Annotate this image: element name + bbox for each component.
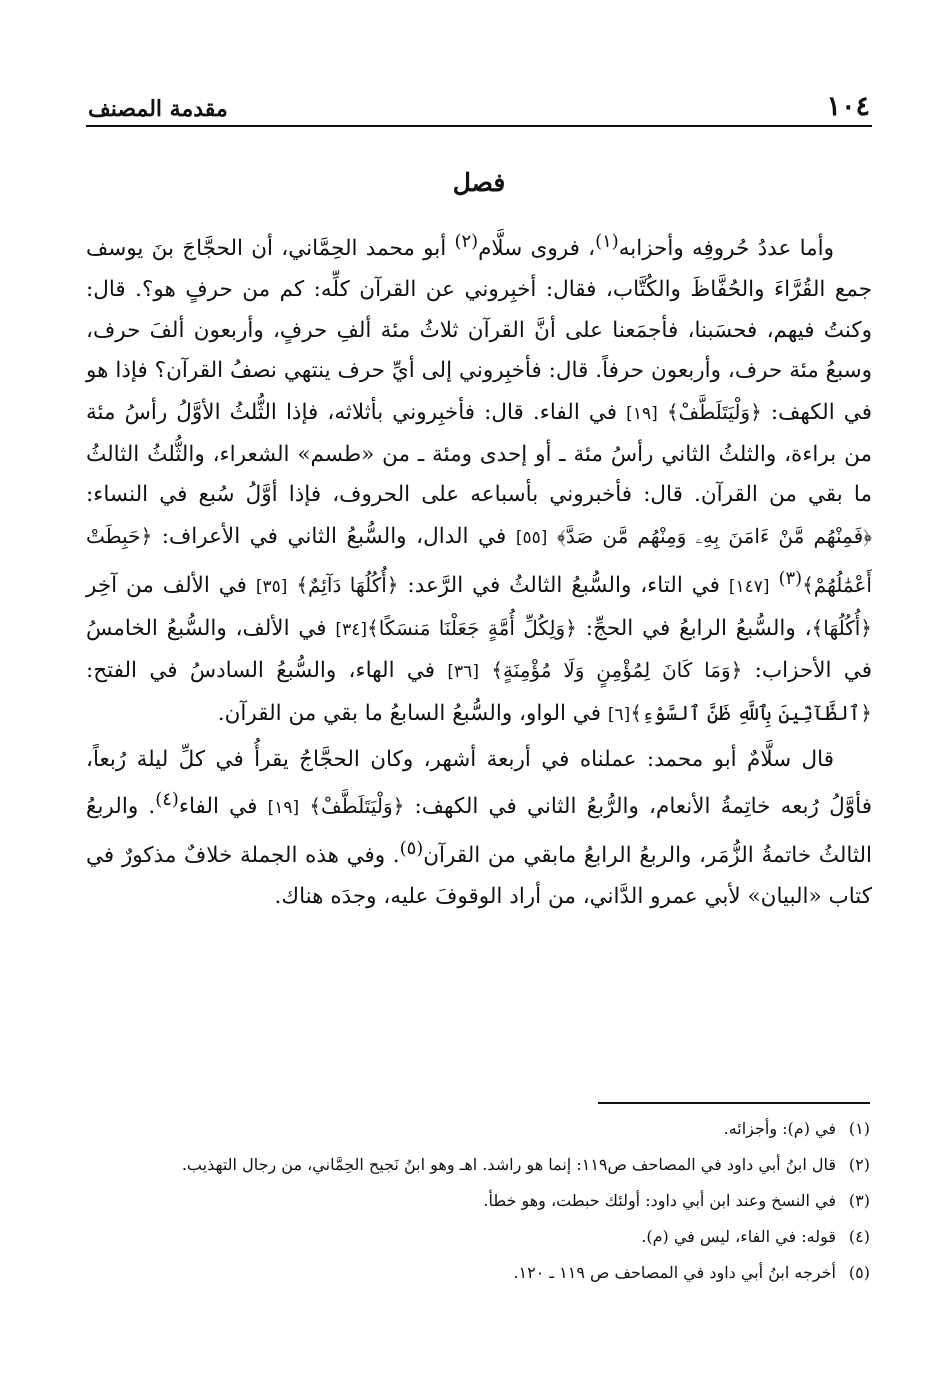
footnote-text: في النسخ وعند ابن أبي داود: أولئك حبطت، وهو خطأ.: [483, 1191, 836, 1210]
footnote: [86, 1222, 870, 1252]
text-span: وأما عددُ حُروفِه وأحزابه: [618, 236, 834, 262]
footnote-number: (٤): [848, 1227, 870, 1246]
quran-quote: ﴿حَبِطَتْ أَعْمَٰلُهُمْ﴾: [86, 524, 872, 597]
text-span: في الألف، والسُّبعُ الخامسُ في الأحزاب:: [86, 615, 872, 684]
body-text: [86, 222, 872, 918]
text-span: في الفاء. قال: فأخبِروني بأثلاثه، فإذا الثُّلثُ الأوَّلُ رأسُ مئة من براءة، والثلثُ الثاني رأسُ مئة ـ أو إحدى ومئة ـ من «طسم» الشعراء، والثُّلثُ الثالثُ ما بقي من القرآن. قال: فأخبروني بأسباعه على الحروف، فإذا أوَّلُ سُبع في النساء:: [86, 399, 872, 508]
header-rule: [86, 125, 872, 127]
quran-quote: ﴿فَمِنْهُم مَّنْ ءَامَنَ بِهِۦ وَمِنْهُم مَّن صَدَّ﴾: [556, 524, 872, 549]
footnote: [86, 1150, 870, 1180]
footnote-text: قوله: في الفاء، ليس في (م).: [641, 1227, 836, 1246]
footnote: [86, 1186, 870, 1216]
text-span: أبو محمد الحِمَّاني، أن الحجَّاجَ بنَ يوسف جمع القُرَّاءَ والحُفَّاظَ والكُتَّاب، فقال: أخبِروني عن القرآن كلِّه: كم من حرفٍ هو؟. قال: وكنتُ فيهم، فحسَبنا، فأجمَعنا على أنَّ القرآن ثلاثُ مئة ألفِ حرفٍ، وأربعون ألفَ حرف، وسبعُ مئة حرف، وأربعون حرفاً. قال: فأخبِروني إلى أيِّ حرف ينتهي نصفُ القرآن؟ فإذا هو في الكهف:: [86, 236, 872, 425]
footnote-ref-1: (١): [595, 231, 619, 252]
verse-number: [١٩]: [267, 798, 300, 819]
text-span: ، فروى سلَّام: [478, 236, 596, 262]
text-span: [658, 400, 667, 425]
footnote-ref-5: (٥): [399, 838, 424, 860]
quran-quote: ﴿ٱلظَّآنِّينَ بِٱللَّهِ ظَنَّ ٱلسَّوْءِ﴾: [630, 701, 872, 726]
text-span: في الهاء، والسُّبعُ السادسُ في الفتح:: [86, 658, 448, 684]
text-span: [299, 795, 309, 820]
verse-number: [٣٥]: [255, 576, 288, 597]
footnote-ref-3: (٣): [778, 567, 803, 589]
footnote-number: (٢): [848, 1155, 870, 1174]
verse-number: [٣٤]: [335, 619, 367, 640]
footnote-number: (٣): [848, 1191, 870, 1210]
verse-number: [٣٦]: [447, 662, 479, 683]
paragraph-2: [86, 740, 872, 918]
footnotes: [86, 1114, 870, 1288]
footnote-number: (١): [848, 1119, 870, 1138]
text-span: في التاء، والسُّبعُ الثالثُ في الرَّعد:: [398, 572, 729, 598]
text-span: في الألف من آخِر: [86, 572, 256, 598]
running-title: مقدمة المصنف: [88, 96, 228, 122]
text-span: . والربعُ الثالثُ خاتمةُ الزُّمَر، والربعُ الرابعُ مابقي من القرآن: [86, 794, 872, 869]
quran-quote: ﴿وَمَا كَانَ لِمُؤْمِنٍ وَلَا مُؤْمِنَةٍ﴾: [491, 658, 743, 683]
footnote-number: (٥): [848, 1263, 870, 1282]
footnote-text: أخرجه ابنُ أبي داود في المصاحف ص ١١٩ ـ ١٢٠.: [513, 1263, 836, 1282]
footnote-ref-2: (٢): [454, 231, 479, 252]
footnote-ref-4: (٤): [155, 789, 179, 811]
footnote: [86, 1258, 870, 1288]
footnote: [86, 1114, 870, 1144]
text-span: ، والسُّبعُ الرابعُ في الحجِّ:: [576, 615, 812, 641]
page-header: [88, 82, 870, 122]
quran-quote: ﴿وَلْيَتَلَطَّفْ﴾: [666, 399, 762, 424]
verse-number: [١٤٧]: [728, 576, 770, 597]
footnote-rule: [598, 1102, 870, 1104]
footnote-text: قال ابنُ أبي داود في المصاحف ص١١٩: إنما هو راشد. اهـ وهو ابنُ نَجيح الحِمَّاني، من رجال التهذيب.: [181, 1155, 836, 1174]
verse-number: [٥٥]: [515, 528, 548, 549]
footnote-text: في (م): وأجزائه.: [723, 1119, 836, 1138]
text-span: [479, 658, 491, 683]
text-span: [547, 524, 557, 549]
quran-quote: ﴿وَلْيَتَلَطَّفْ﴾: [309, 794, 405, 819]
paragraph-1: [86, 222, 872, 736]
text-span: في الفاء: [178, 794, 268, 820]
verse-number: [١٩]: [626, 403, 658, 424]
text-span: [287, 573, 296, 598]
text-span: . وفي هذه الجملة خلافٌ مذكورٌ في كتاب «البيان» لأبي عمرو الدَّاني، من أراد الوقوفَ عليه، وجدَه هناك.: [86, 843, 872, 910]
section-title: فصل: [452, 168, 506, 197]
verse-number: [٦]: [607, 705, 631, 726]
text-span: في الواو، والسُّبعُ السابعُ ما بقي من القرآن.: [217, 701, 608, 727]
text-span: قال سلَّامٌ أبو محمد: عملناه في أربعة أشهر، وكان الحجَّاجُ يقرأُ في كلِّ ليلة رُبعاً، فأوَّلُ رُبعه خاتِمةُ الأنعام، والرُّبعُ الثاني في الكهف:: [86, 746, 872, 820]
quran-quote: ﴿أُكُلُهَا دَآئِمٌ﴾: [296, 572, 399, 597]
quran-quote: ﴿وَلِكُلِّ أُمَّةٍ جَعَلْنَا مَنسَكًا﴾: [366, 615, 577, 640]
quran-quote: ﴿أُكُلُهَا﴾: [811, 615, 872, 640]
text-span: في الدال، والسُّبعُ الثاني في الأعراف:: [152, 524, 516, 550]
page-number: ١٠٤: [826, 91, 870, 122]
